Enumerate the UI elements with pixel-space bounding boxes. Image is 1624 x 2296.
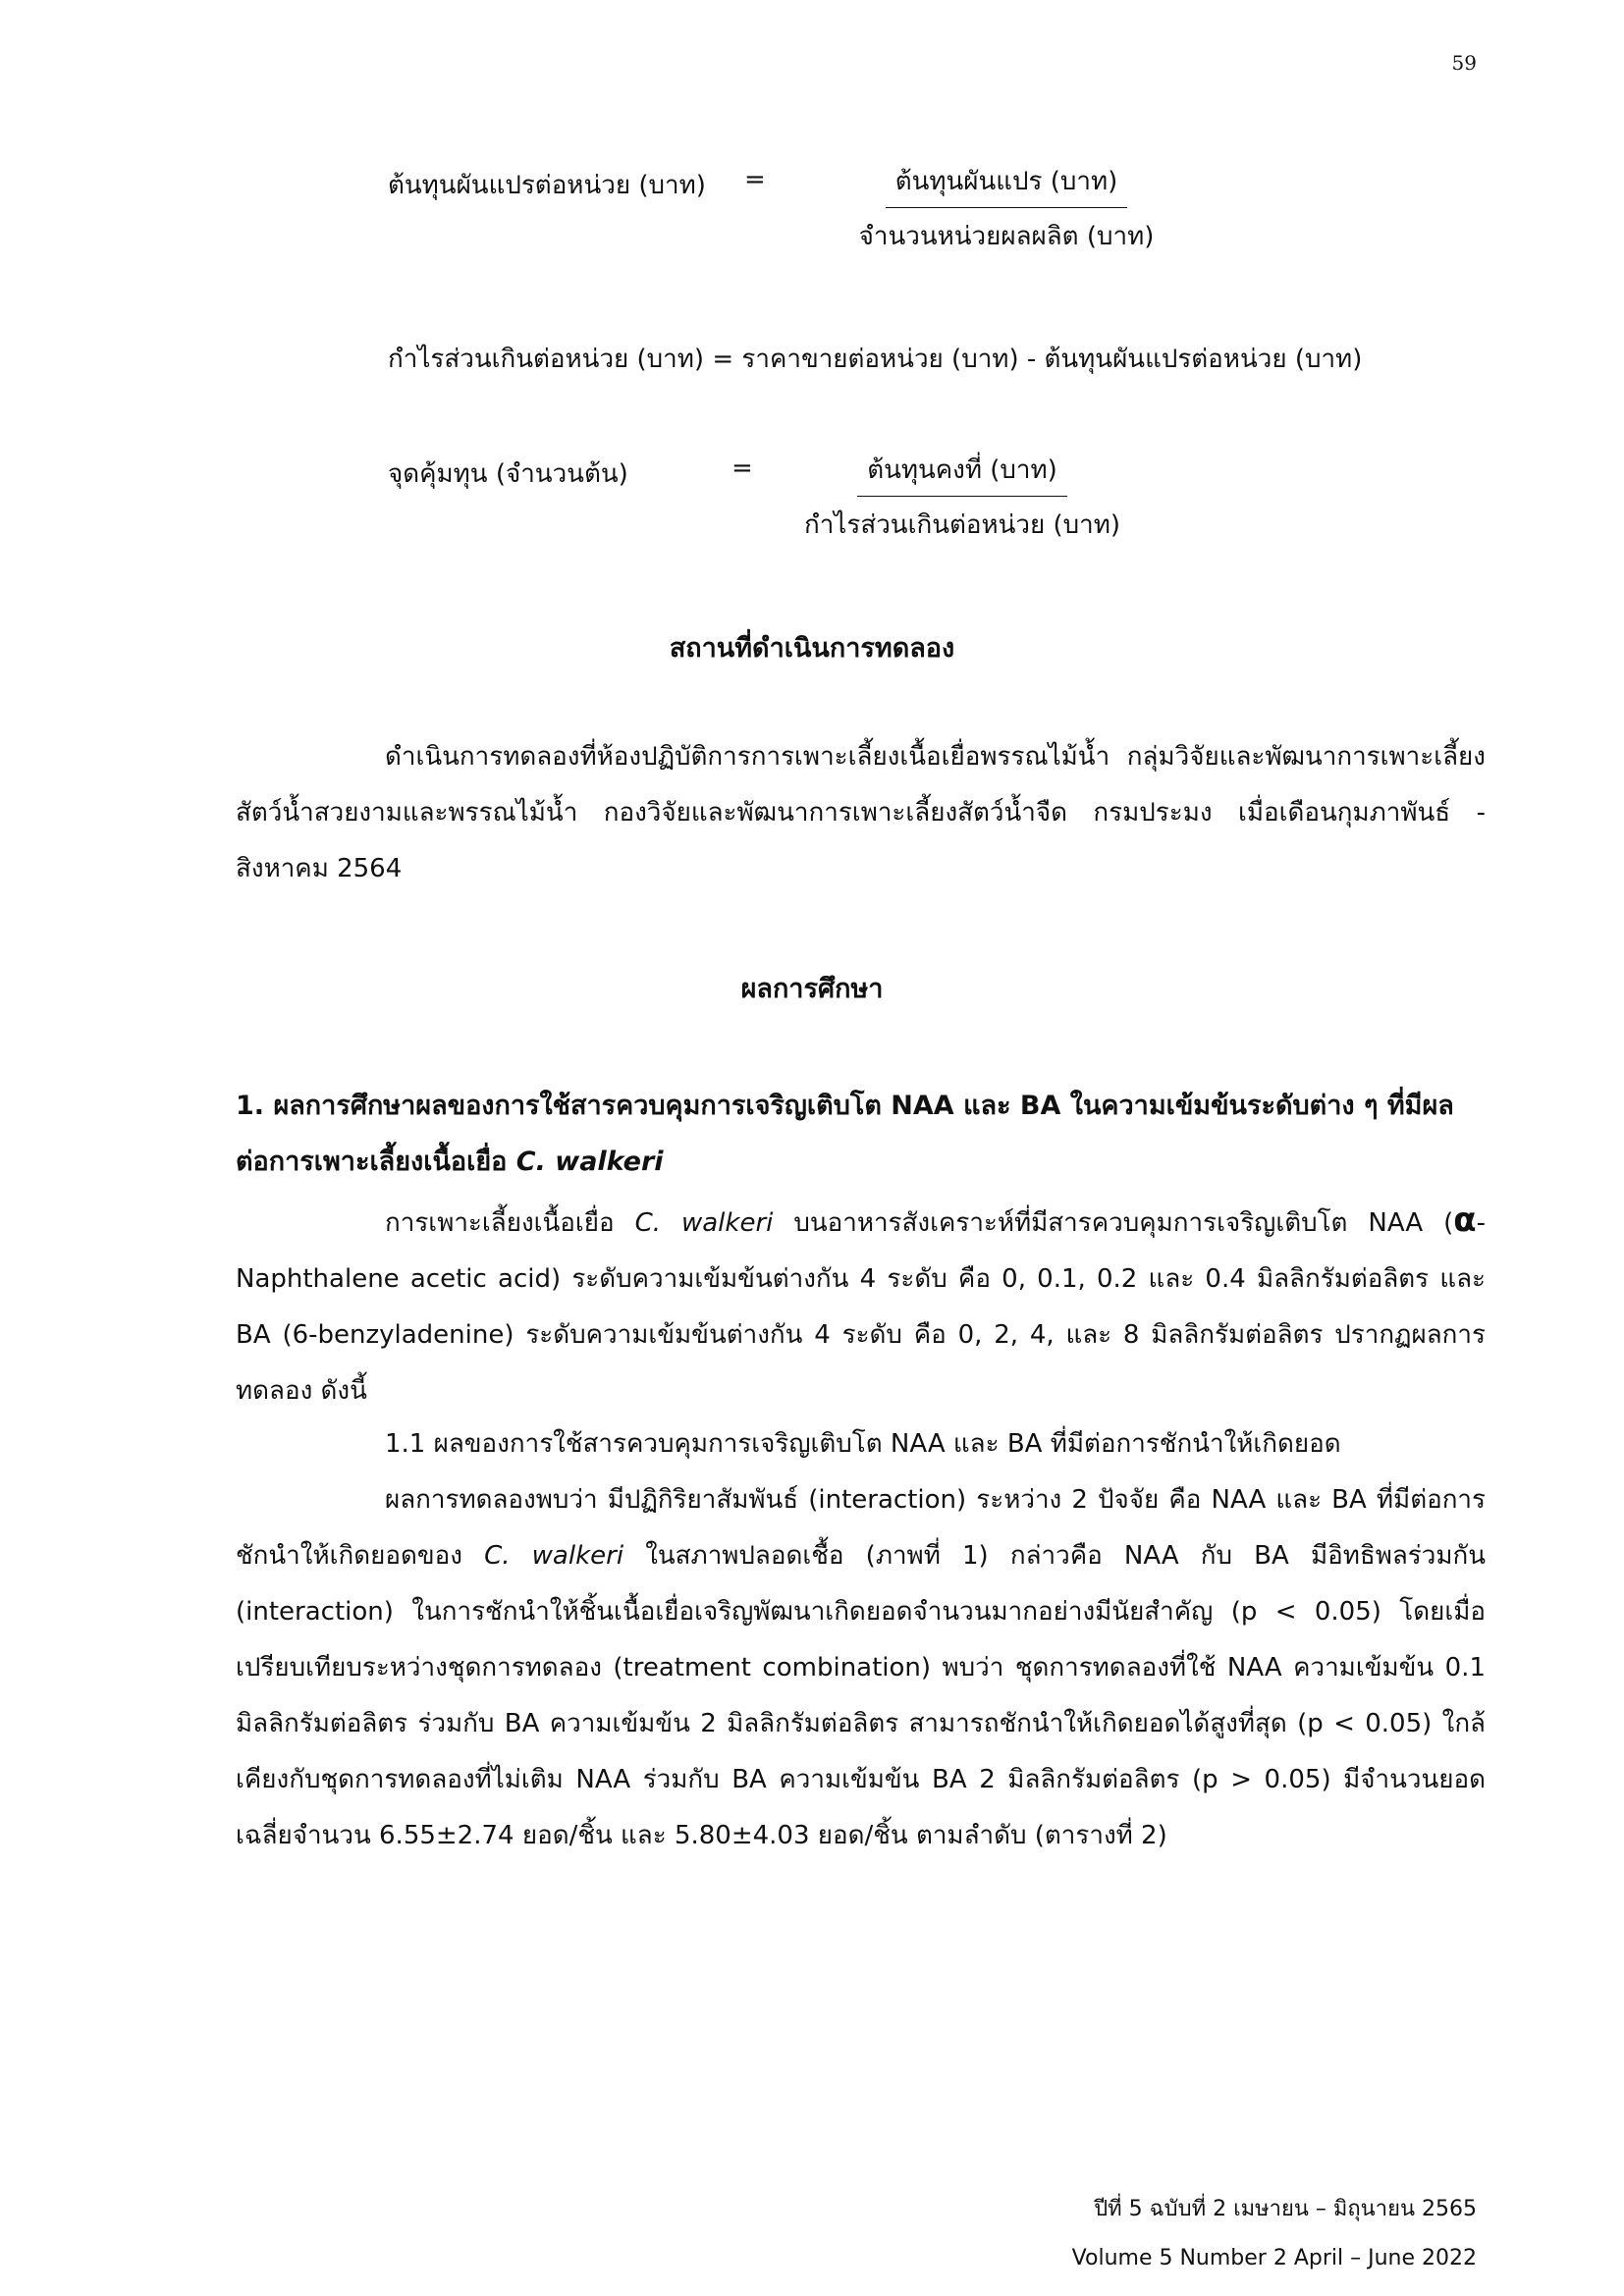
footer-english: Volume 5 Number 2 April – June 2022 — [1071, 2246, 1477, 2270]
section1-title-text: 1. ผลการศึกษาผลของการใช้สารควบคุมการเจริญเติบโต NAA และ BA ในความเข้มข้นระดับต่าง ๆ ที่มีผลต่อการเพาะเลี้ยงเนื้อเยื่อ — [236, 1091, 1454, 1177]
intro-species: C. walkeri — [634, 1208, 774, 1238]
alpha-symbol: α — [1453, 1201, 1477, 1240]
variable-cost-numerator: ต้นทุนผันแปร (บาท) — [886, 161, 1128, 208]
variable-cost-fraction — [830, 161, 1183, 256]
section1-title — [236, 1078, 1486, 1190]
footer — [1072, 2185, 1477, 2283]
subsection-1-1-title: 1.1 ผลของการใช้สารควบคุมการเจริญเติบโต NAA และ BA ที่มีต่อการชักนำให้เกิดยอด — [385, 1429, 1341, 1459]
intro-paragraph — [236, 1193, 1486, 1419]
variable-cost-denominator: จำนวนหน่วยผลผลิต (บาท) — [858, 222, 1155, 251]
results-heading: ผลการศึกษา — [740, 974, 884, 1004]
sub1-text-a: ผลการทดลองพบว่า มีปฏิกิริยาสัมพันธ์ (interaction) ระหว่าง 2 ปัจจัย คือ NAA และ BA ที่มีต่อการชักนำให้เกิดยอดของ — [236, 1485, 1486, 1571]
breakeven-fraction — [785, 450, 1139, 545]
breakeven-label: จุดคุ้มทุน (จำนวนต้น) — [388, 459, 628, 489]
variable-cost-equals: = — [744, 165, 766, 194]
location-heading: สถานที่ดำเนินการทดลอง — [669, 633, 955, 664]
breakeven-equals: = — [731, 454, 753, 483]
page-number: 59 — [1451, 51, 1477, 75]
section1-title-species: C. walkeri — [515, 1147, 664, 1177]
location-paragraph: ดำเนินการทดลองที่ห้องปฏิบัติการการเพาะเลี้ยงเนื้อเยื่อพรรณไม้น้ำ กลุ่มวิจัยและพัฒนาการเพาะเลี้ยงสัตว์น้ำสวยงามและพรรณไม้น้ำ กองวิจัยและพัฒนาการเพาะเลี้ยงสัตว์น้ำจืด กรมประมง เมื่อเดือนกุมภาพันธ์ - สิงหาคม 2564 — [236, 742, 1486, 883]
variable-cost-label: ต้นทุนผันแปรต่อหน่วย (บาท) — [388, 171, 706, 200]
intro-text-c: -Naphthalene acetic acid) ระดับความเข้มข้นต่างกัน 4 ระดับ คือ 0, 0.1, 0.2 และ 0.4 มิลลิกรัมต่อลิตร และ BA (6-benzyladenine) ระดับความเข้มข้นต่างกัน 4 ระดับ คือ 0, 2, 4, และ 8 มิลลิกรัมต่อลิตร ปรากฏผลการทดลอง ดังนี้ — [236, 1208, 1486, 1406]
sub1-species: C. walkeri — [484, 1541, 624, 1571]
margin-equation: กำไรส่วนเกินต่อหน่วย (บาท) = ราคาขายต่อหน่วย (บาท) - ต้นทุนผันแปรต่อหน่วย (บาท) — [388, 345, 1363, 374]
intro-text-b: บนอาหารสังเคราะห์ที่มีสารควบคุมการเจริญเติบโต NAA ( — [773, 1208, 1454, 1238]
sub1-text-b: ในสภาพปลอดเชื้อ (ภาพที่ 1) กล่าวคือ NAA กับ BA มีอิทธิพลร่วมกัน (interaction) ในการชักนำให้ชิ้นเนื้อเยื่อเจริญพัฒนาเกิดยอดจำนวนมากอย่างมีนัยสำคัญ (p < 0.05) โดยเมื่อเปรียบเทียบระหว่างชุดการทดลอง (treatment combination) พบว่า ชุดการทดลองที่ใช้ NAA ความเข้มข้น 0.1 มิลลิกรัมต่อลิตร ร่วมกับ BA ความเข้มข้น 2 มิลลิกรัมต่อลิตร สามารถชักนำให้เกิดยอดได้สูงที่สุด (p < 0.05) ใกล้เคียงกับชุดการทดลองที่ไม่เติม NAA ร่วมกับ BA ความเข้มข้น BA 2 มิลลิกรัมต่อลิตร (p > 0.05) มีจำนวนยอดเฉลี่ยจำนวน 6.55±2.74 ยอด/ชิ้น และ 5.80±4.03 ยอด/ชิ้น ตามลำดับ (ตารางที่ 2) — [236, 1541, 1486, 1850]
footer-thai: ปีที่ 5 ฉบับที่ 2 เมษายน – มิถุนายน 2565 — [1094, 2197, 1477, 2221]
breakeven-denominator: กำไรส่วนเกินต่อหน่วย (บาท) — [803, 510, 1121, 540]
intro-text-a: การเพาะเลี้ยงเนื้อเยื่อ — [385, 1208, 635, 1238]
breakeven-numerator: ต้นทุนคงที่ (บาท) — [857, 450, 1067, 497]
subsection-1-1-paragraph — [236, 1472, 1486, 1864]
